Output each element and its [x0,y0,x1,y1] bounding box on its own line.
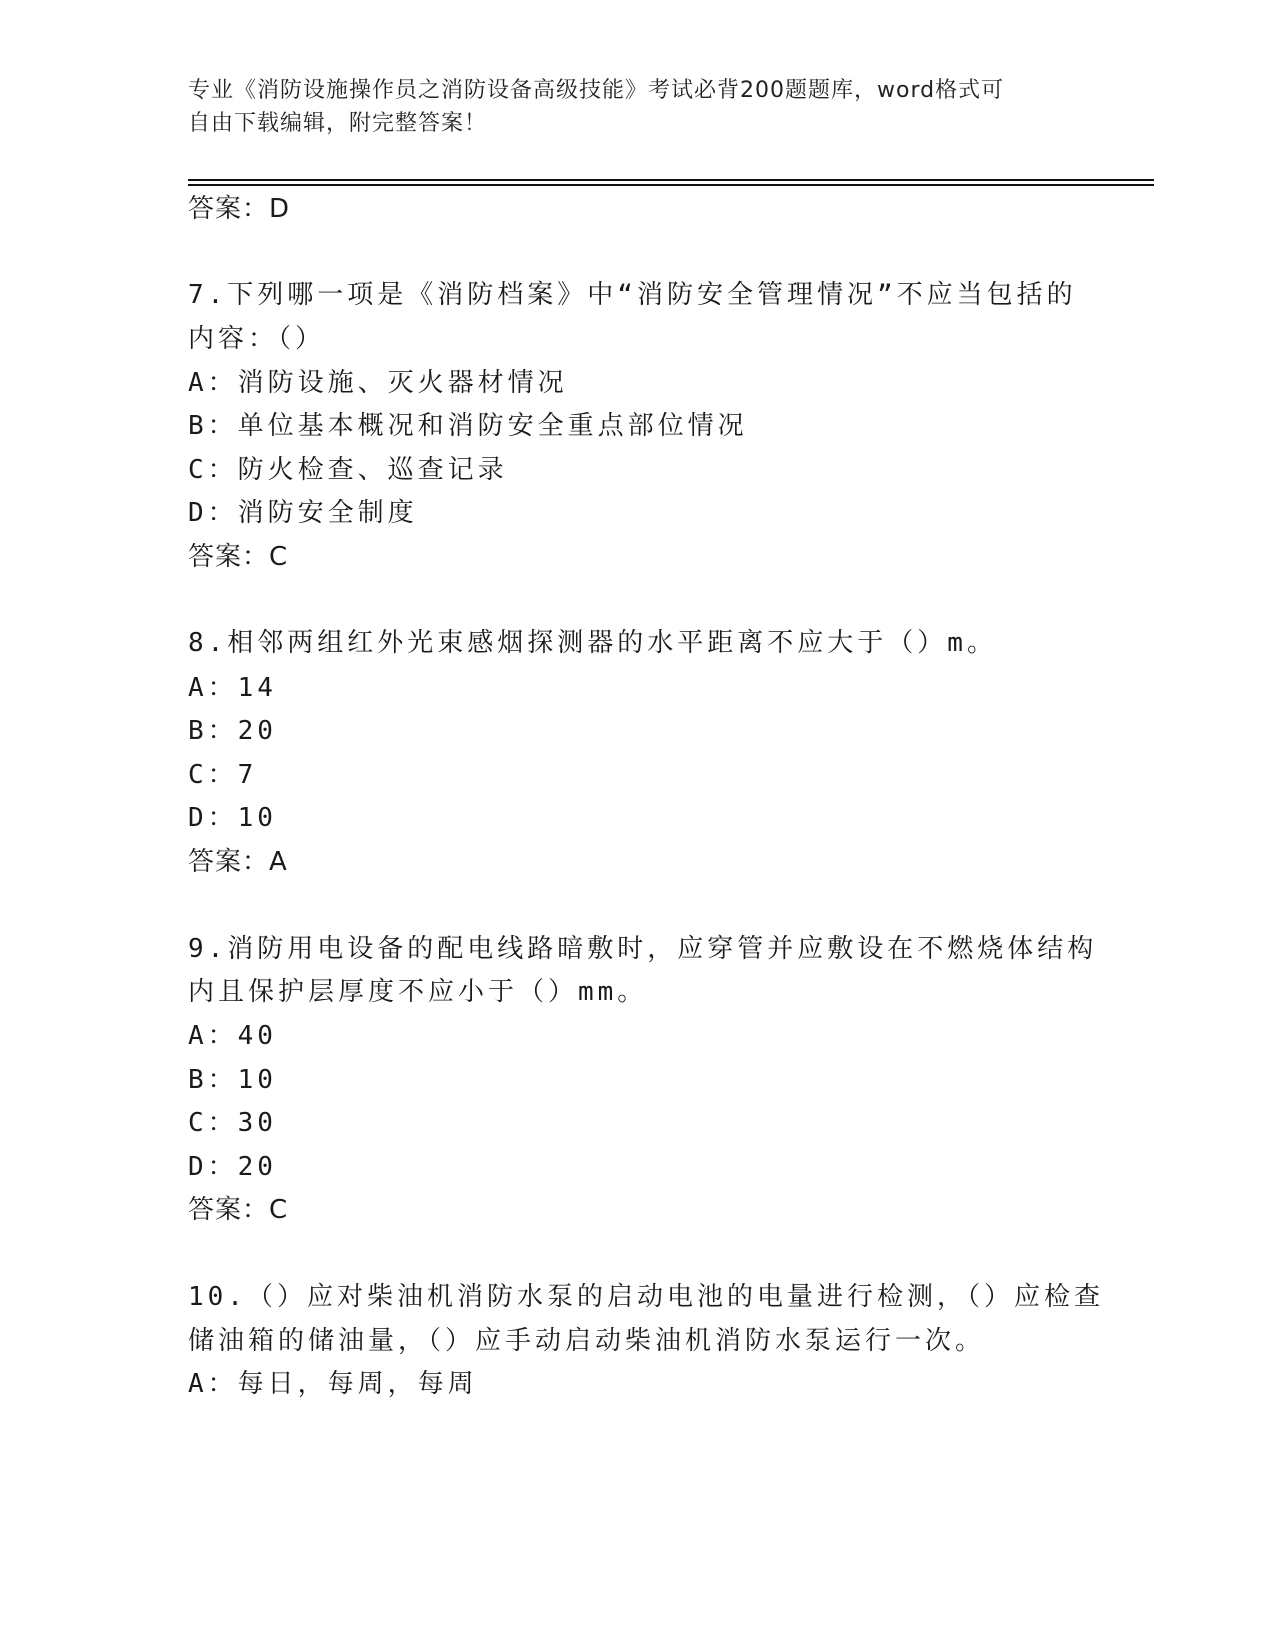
option-b: B：20 [188,716,277,746]
header-line-1: 专业《消防设施操作员之消防设备高级技能》考试必背200题题库，word格式可 [188,78,1005,103]
answer-line: 答案：C [188,542,289,572]
question-10-line-2: 储油箱的储油量，（）应手动启动柴油机消防水泵运行一次。 [188,1326,986,1356]
question-9-line-2: 内且保护层厚度不应小于（）mm。 [188,977,648,1007]
option-a: A：14 [188,673,277,703]
question-7-line-2: 内容：（） [188,324,326,354]
option-a: A：消防设施、灭火器材情况 [188,368,568,398]
answer-line: 答案：A [188,847,288,877]
header-divider-bottom [188,184,1154,186]
option-c: C：7 [188,760,258,790]
option-d: D：20 [188,1152,277,1182]
option-d: D：10 [188,803,277,833]
header-line-2: 自由下载编辑，附完整答案！ [188,111,488,136]
header-divider-top [188,179,1154,181]
option-a: A：每日，每周，每周 [188,1369,478,1399]
answer-line: 答案：C [188,1195,289,1225]
document-header [188,74,1068,140]
option-c: C：30 [188,1108,277,1138]
question-8-line-1: 8.相邻两组红外光束感烟探测器的水平距离不应大于（）m。 [188,628,997,658]
option-a: A：40 [188,1021,277,1051]
answer-line: 答案：D [188,194,291,224]
question-9-line-1: 9.消防用电设备的配电线路暗敷时，应穿管并应敷设在不燃烧体结构 [188,934,1098,964]
option-b: B：单位基本概况和消防安全重点部位情况 [188,411,748,441]
option-c: C：防火检查、巡查记录 [188,455,508,485]
question-7-line-1: 7.下列哪一项是《消防档案》中“消防安全管理情况”不应当包括的 [188,280,1077,310]
question-10-line-1: 10.（）应对柴油机消防水泵的启动电池的电量进行检测，（）应检查 [188,1282,1104,1312]
option-b: B：10 [188,1065,277,1095]
option-d: D：消防安全制度 [188,498,418,528]
